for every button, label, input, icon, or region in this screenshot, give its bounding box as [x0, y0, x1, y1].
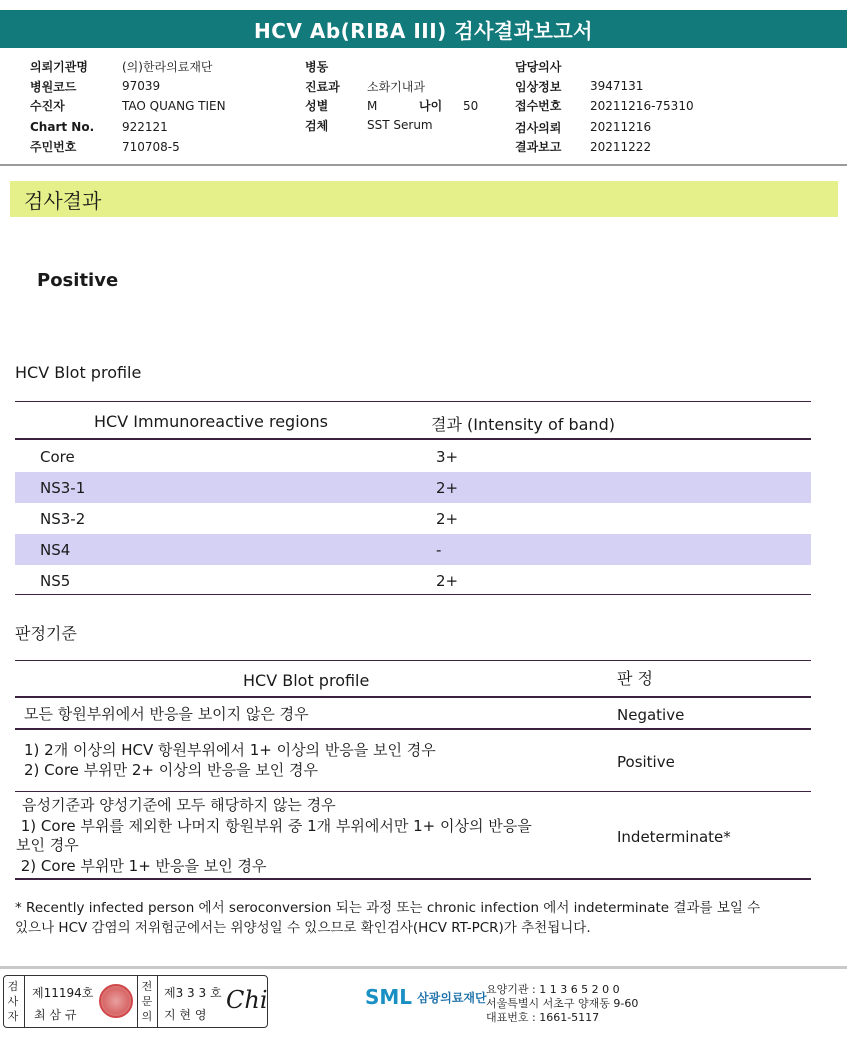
table-rule: [15, 660, 811, 661]
table-rule: [15, 438, 811, 440]
info-value: 20211216: [590, 120, 652, 135]
label-char: 의: [141, 1010, 153, 1023]
table-rule: [15, 878, 811, 880]
info-row: [515, 77, 694, 97]
region-cell: NS3-2: [40, 510, 86, 528]
indet-criteria-3: 보인 경우: [16, 836, 79, 854]
label-char: 문: [141, 995, 153, 1008]
indet-criteria-2: 1) Core 부위를 제외한 나머지 항원부위 중 1개 부위에서만 1+ 이상의 반응을: [16, 817, 532, 835]
table-row: [15, 534, 811, 565]
header-divider: [0, 164, 847, 166]
overall-result: Positive: [37, 270, 119, 291]
report-title: HCV Ab(RIBA III) 검사결과보고서: [0, 10, 847, 48]
blot-profile-title: HCV Blot profile: [15, 363, 142, 382]
table-rule: [15, 728, 811, 730]
result-cell: 2+: [436, 510, 459, 528]
label-char: 전: [141, 980, 153, 993]
patient-info-col1: [30, 57, 226, 157]
address-line: 서울특별시 서초구 양재동 9-60: [486, 997, 639, 1010]
table-rule: [15, 791, 811, 792]
signature-box: [3, 975, 268, 1028]
address-line: 대표번호 : 1661-5117: [486, 1011, 600, 1024]
info-row: [30, 57, 226, 77]
result-cell: 3+: [436, 448, 459, 466]
info-value: (의)한라의료재단: [122, 60, 213, 75]
label-char: 자: [7, 1010, 19, 1023]
divider: [137, 976, 138, 1027]
info-row: [515, 118, 694, 138]
info-value: 922121: [122, 120, 168, 135]
footer-divider: [0, 966, 847, 969]
info-value: 20211216-75310: [590, 98, 694, 113]
negative-result: Negative: [617, 706, 685, 724]
info-label: 검체: [305, 118, 329, 133]
footnote: [15, 898, 815, 938]
info-label: 주민번호: [30, 140, 77, 155]
logo-name: 삼광의료재단: [417, 990, 487, 1005]
info-label: 접수번호: [515, 99, 562, 114]
info-row: [305, 116, 478, 136]
header-region: HCV Immunoreactive regions: [94, 412, 328, 431]
info-value: 20211222: [590, 139, 652, 154]
info-value: 97039: [122, 79, 161, 94]
info-value: 3947131: [590, 79, 644, 94]
info-row: [515, 57, 694, 77]
info-label: 진료과: [305, 79, 340, 94]
positive-criteria-1: 1) 2개 이상의 HCV 항원부위에서 1+ 이상의 반응을 보인 경우: [24, 741, 436, 759]
blot-table-header: [15, 402, 811, 438]
info-label: 결과보고: [515, 140, 562, 155]
result-cell: -: [436, 541, 442, 559]
table-row: [15, 565, 811, 596]
footnote-line: * Recently infected person 에서 seroconversion 되는 과정 또는 chronic infection 에서 indeterminate 결과를 보일 수: [15, 900, 761, 916]
divider: [157, 976, 158, 1027]
info-value: SST Serum: [367, 118, 433, 133]
info-value: 710708-5: [122, 139, 180, 154]
patient-info-col2: [305, 57, 478, 135]
info-label: 병원코드: [30, 79, 77, 94]
criteria-title: 판정기준: [15, 624, 77, 643]
info-row: [305, 57, 478, 77]
info-label: 성별: [305, 99, 329, 114]
patient-info-col3: [515, 57, 694, 157]
region-cell: Core: [40, 448, 75, 466]
info-value: TAO QUANG TIEN: [122, 98, 226, 113]
info-row: [30, 118, 226, 138]
result-cell: 2+: [436, 479, 459, 497]
signature: Chi: [226, 986, 268, 1014]
specialist-name: 지 현 영: [164, 1008, 207, 1022]
specialist-vertical-label: [140, 979, 154, 1024]
info-label: 임상정보: [515, 79, 562, 94]
section-title: 검사결과: [10, 181, 838, 217]
region-cell: NS3-1: [40, 479, 86, 497]
result-cell: 2+: [436, 572, 459, 590]
header-result: 결과 (Intensity of band): [431, 415, 615, 434]
indet-criteria-4: 2) Core 부위만 1+ 반응을 보인 경우: [16, 857, 267, 875]
inspector-name: 최 삼 규: [34, 1008, 77, 1022]
info-row: [30, 137, 226, 157]
info-label: 의뢰기관명: [30, 60, 88, 75]
positive-criteria-2: 2) Core 부위만 2+ 이상의 반응을 보인 경우: [24, 761, 318, 779]
inspector-number: 제11194호: [32, 986, 94, 1000]
company-address: [486, 983, 638, 1025]
info-label: 수진자: [30, 99, 65, 114]
criteria-header-judgement: 판 정: [617, 669, 653, 688]
age-label: 나이: [419, 99, 443, 114]
table-row: [15, 472, 811, 503]
table-row: [15, 503, 811, 534]
address-line: 요양기관 : 1 1 3 6 5 2 0 0: [486, 983, 620, 996]
table-rule: [15, 696, 811, 698]
company-logo: [365, 985, 487, 1009]
label-char: 사: [7, 995, 19, 1008]
region-cell: NS5: [40, 572, 71, 590]
info-row: [515, 96, 694, 116]
info-value: M: [367, 98, 378, 113]
info-row: [305, 96, 478, 116]
logo-mark: SML: [365, 985, 413, 1009]
indeterminate-result: Indeterminate*: [617, 828, 731, 846]
indet-criteria-1: 음성기준과 양성기준에 모두 해당하지 않는 경우: [22, 796, 336, 814]
region-cell: NS4: [40, 541, 71, 559]
info-row: [30, 96, 226, 116]
info-label: Chart No.: [30, 120, 95, 135]
age-value: 50: [463, 98, 479, 113]
divider: [24, 976, 25, 1027]
info-value: 소화기내과: [367, 79, 425, 94]
info-label: 병동: [305, 60, 329, 75]
info-label: 검사의뢰: [515, 120, 562, 135]
positive-result: Positive: [617, 753, 675, 771]
specialist-number: 제3 3 3 호: [164, 986, 222, 1000]
table-row: [15, 441, 811, 472]
info-row: [30, 77, 226, 97]
inspector-vertical-label: [6, 979, 20, 1024]
seal-stamp: [99, 984, 133, 1018]
info-row: [515, 137, 694, 157]
footnote-line: 있으나 HCV 감염의 저위험군에서는 위양성일 수 있으므로 확인검사(HCV RT-PCR)가 추천됩니다.: [15, 920, 591, 936]
criteria-header-profile: HCV Blot profile: [243, 671, 370, 690]
info-row: [305, 77, 478, 97]
label-char: 검: [7, 980, 19, 993]
negative-criteria: 모든 항원부위에서 반응을 보이지 않은 경우: [24, 705, 309, 723]
info-label: 담당의사: [515, 60, 562, 75]
